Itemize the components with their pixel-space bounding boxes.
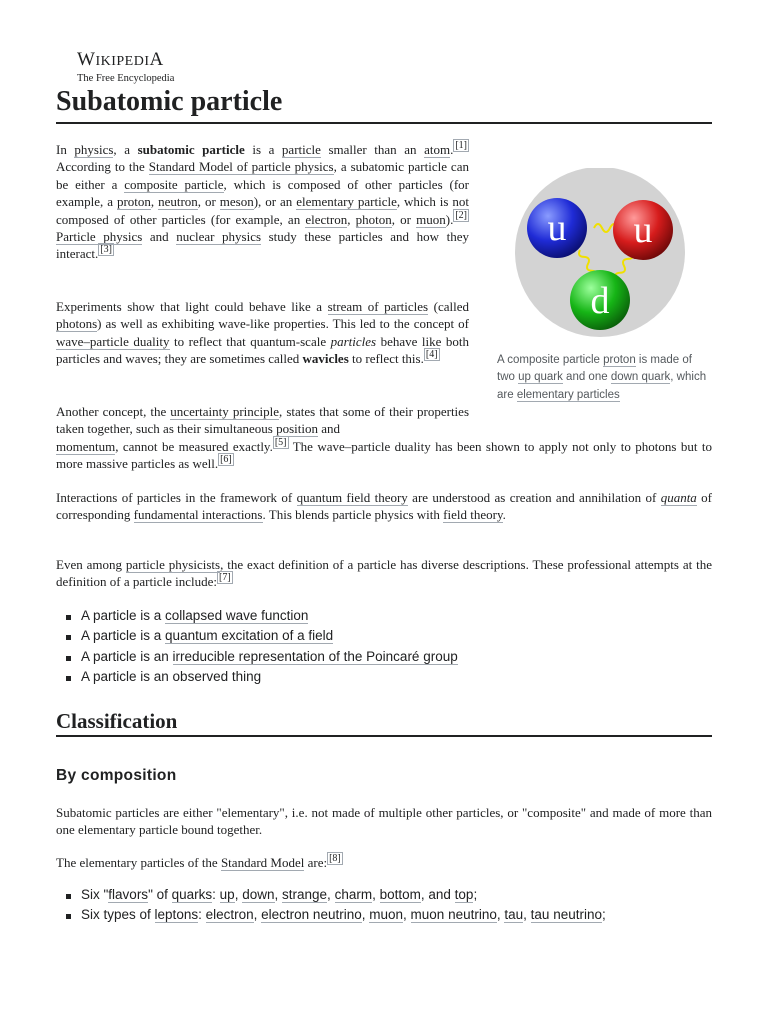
quark-label-u2: u (633, 209, 653, 251)
list-item: A particle is a quantum excitation of a field (56, 626, 712, 646)
link-lepton-muon[interactable]: muon (369, 907, 404, 923)
link-tau[interactable]: tau (504, 907, 524, 923)
link-muon-neutrino[interactable]: muon neutrino (410, 907, 497, 923)
citation-4[interactable]: [4] (425, 349, 438, 361)
figure-caption: A composite particle proton is made of two up quark and one down quark, which are elementary particles (497, 354, 707, 401)
paragraph-elementary-composite: Subatomic particles are either "elementary", i.e. not made of multiple other particles, or "composite" and made of more than one elementary particle bound together. (56, 805, 712, 838)
link-composite-particle[interactable]: composite particle (124, 176, 224, 192)
link-particle-physicists[interactable]: particle physicists (125, 557, 221, 572)
link-photons[interactable]: photons (56, 316, 98, 332)
wikipedia-logo[interactable] (77, 50, 207, 85)
list-item: A particle is an irreducible representation of the Poincaré group (56, 647, 712, 667)
elementary-particles-list (56, 885, 712, 926)
paragraph-definitions: Even among particle physicists, the exact definition of a particle has diverse descriptions. These professional attempts at the definition of a particle include: [7] (56, 557, 712, 590)
link-tau-neutrino[interactable]: tau neutrino (530, 907, 602, 923)
link-electron-neutrino[interactable]: electron neutrino (261, 907, 362, 923)
link-position[interactable]: position (276, 421, 318, 437)
link-top[interactable]: top (454, 887, 474, 902)
logo-tagline: The Free Encyclopedia (77, 73, 175, 84)
proton-quark-diagram[interactable] (510, 168, 690, 338)
paragraph-elementary-particles: The elementary particles of the Standard Model are: [8] (56, 853, 341, 870)
citation-7[interactable]: [7] (219, 572, 231, 584)
link-proton[interactable]: proton (116, 194, 151, 210)
definitions-list (56, 606, 712, 688)
link-photon[interactable]: photon (355, 211, 392, 227)
link-particle[interactable]: particle (281, 142, 321, 157)
citation-5[interactable]: [5] (274, 436, 287, 448)
logo-wordmark: WIKIPEDIA (77, 49, 164, 70)
link-collapsed-wave-function[interactable]: collapsed wave function (165, 608, 309, 623)
caption-link-up-quark[interactable]: up quark (518, 371, 563, 384)
link-quantum-excitation-of-a-field[interactable]: quantum excitation of a field (165, 628, 334, 644)
link-stream-of-particles[interactable]: stream of particles (327, 299, 429, 314)
link-particle-physics[interactable]: Particle physics (56, 229, 143, 245)
list-item: Six "flavors" of quarks: up, down, strange, charm, bottom, and top; (56, 885, 712, 905)
term-subatomic-particle: subatomic particle (137, 142, 245, 157)
link-leptons[interactable]: leptons (154, 907, 199, 923)
citation-1[interactable]: [1] (455, 140, 467, 151)
link-quantum-field-theory[interactable]: quantum field theory (296, 490, 408, 505)
link-wave-particle-duality[interactable]: wave–particle duality (56, 333, 170, 349)
paragraph-uncertainty: Another concept, the uncertainty principle, states that some of their properties taken together, such as their simultaneous position and momentum, cannot be measured exactly. [5] The wave–particle duality has been shown to apply not only to photons but to more massive particles as well. [6] (56, 404, 712, 472)
link-uncertainty-principle[interactable]: uncertainty principle (170, 404, 280, 419)
link-up[interactable]: up (219, 887, 235, 902)
link-bottom[interactable]: bottom (379, 887, 421, 902)
quark-label-d: d (590, 280, 610, 322)
section-heading-classification: Classification (56, 708, 712, 737)
list-item: A particle is an observed thing (56, 667, 712, 687)
citation-6[interactable]: [6] (220, 454, 232, 466)
link-down[interactable]: down (242, 887, 275, 902)
link-fundamental-interactions[interactable]: fundamental interactions (133, 507, 263, 523)
caption-link-down-quark[interactable]: down quark (610, 371, 671, 384)
link-quarks[interactable]: quarks (171, 887, 213, 902)
citation-3[interactable]: [3] (100, 244, 112, 256)
link-nuclear-physics[interactable]: nuclear physics (176, 229, 262, 245)
citation-2[interactable]: [2] (455, 209, 468, 221)
link-flavors[interactable]: flavors (108, 887, 149, 902)
caption-link-proton[interactable]: proton (603, 354, 636, 366)
paragraph-light: Experiments show that light could behave like a stream of particles (called photons) as well as exhibiting wave-like properties. This led to the concept of wave–particle duality to reflect that quantum-scale particles behave like both particles and waves; they are sometimes called wavicles to reflect this. [4] (56, 299, 469, 367)
list-item: A particle is a collapsed wave function (56, 606, 712, 626)
link-lepton-electron[interactable]: electron (205, 907, 254, 923)
link-neutron[interactable]: neutron (158, 194, 198, 210)
caption-link-elementary-particles[interactable]: elementary particles (516, 388, 620, 401)
paragraph-qft: Interactions of particles in the framework of quantum field theory are understood as creation and annihilation of quanta of corresponding fundamental interactions. This blends particle physics with field theory. (56, 490, 712, 523)
link-physics[interactable]: physics (74, 142, 114, 157)
link-irreducible-representation[interactable]: irreducible representation of the Poincaré group (172, 648, 458, 664)
link-standard-model[interactable]: Standard Model (220, 855, 305, 870)
link-muon[interactable]: muon (416, 211, 446, 227)
link-charm[interactable]: charm (334, 887, 373, 902)
subsection-heading-by-composition: By composition (56, 767, 177, 784)
link-standard-model-of-particle-physics[interactable]: Standard Model of particle physics (148, 159, 334, 175)
quark-label-u1: u (547, 207, 567, 249)
list-item: Six types of leptons: electron, electron neutrino, muon, muon neutrino, tau, tau neutrino; (56, 905, 712, 925)
link-momentum[interactable]: momentum (56, 438, 116, 454)
intro-paragraph: In physics, a subatomic particle is a particle smaller than an atom. [1] According to the Standard Model of particle physics, a subatomic particle can be either a composite particle, which is composed of other particles (for example, a proton, neutron, or meson), or an elementary particle, which is not composed of other particles (for example, an electron, photon, or muon). [2] Particle physics and nuclear physics study these particles and how they interact. [3] (56, 140, 469, 262)
citation-8[interactable]: [8] (329, 853, 341, 864)
term-wavicles: wavicles (302, 351, 349, 367)
link-atom[interactable]: atom (424, 142, 451, 157)
page-title: Subatomic particle (56, 84, 712, 124)
link-meson[interactable]: meson (219, 194, 254, 210)
link-electron[interactable]: electron (305, 211, 348, 227)
link-field-theory[interactable]: field theory (443, 507, 503, 523)
link-quanta[interactable]: quanta (660, 490, 697, 505)
link-elementary-particle[interactable]: elementary particle (296, 194, 397, 210)
link-strange[interactable]: strange (282, 887, 328, 902)
